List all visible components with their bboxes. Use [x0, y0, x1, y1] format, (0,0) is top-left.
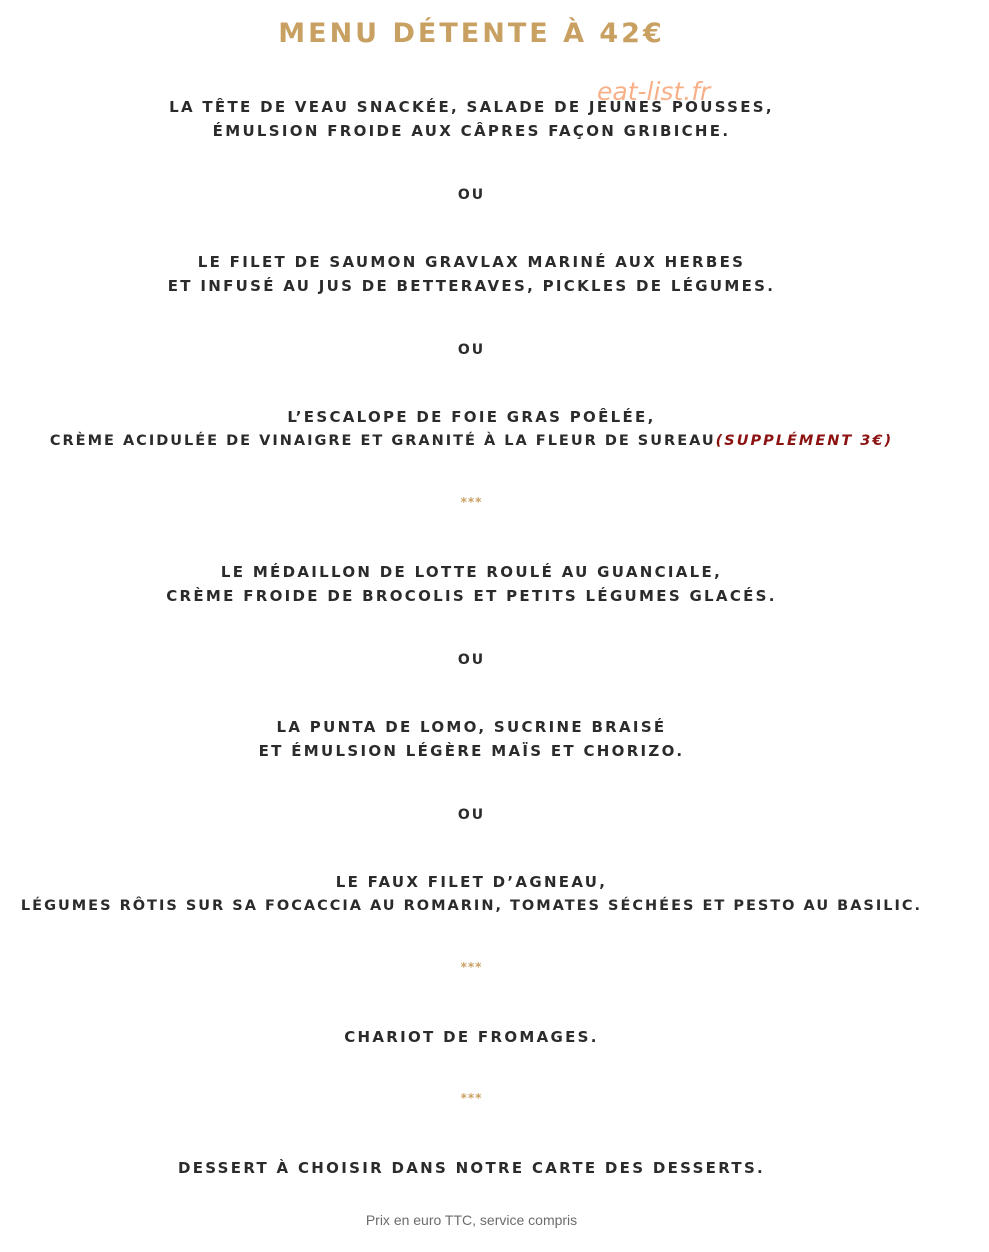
section-separator-stars: *** — [460, 495, 483, 509]
price-footer: Prix en euro TTC, service compris — [365, 1212, 578, 1228]
dessert-line: DESSERT À CHOISIR DANS NOTRE CARTE DES DESSERTS. — [177, 1159, 766, 1177]
section-separator-stars: *** — [460, 960, 483, 974]
entree-3-line-2-text: CRÈME ACIDULÉE DE VINAIGRE ET GRANITÉ À LA FLEUR DE SUREAU — [49, 433, 716, 449]
watermark: eat-list.fr — [597, 77, 711, 106]
separator-ou: OU — [457, 342, 486, 358]
plat-3-line-1: LE FAUX FILET D’AGNEAU, — [335, 873, 608, 891]
entree-2-line-2: ET INFUSÉ AU JUS DE BETTERAVES, PICKLES DE LÉGUMES. — [167, 277, 776, 295]
entree-3-line-1: L’ESCALOPE DE FOIE GRAS POÊLÉE, — [287, 408, 656, 426]
section-separator-stars: *** — [460, 1091, 483, 1105]
supplement-label: (SUPPLÉMENT 3€) — [715, 433, 894, 449]
fromage-line: CHARIOT DE FROMAGES. — [344, 1028, 599, 1046]
separator-ou: OU — [457, 652, 486, 668]
entree-1-line-1: LA TÊTE DE VEAU SNACKÉE, SALADE DE JEUNES POUSSES, — [169, 98, 774, 116]
plat-2-line-2: ET ÉMULSION LÉGÈRE MAÏS ET CHORIZO. — [258, 742, 685, 760]
separator-ou: OU — [457, 807, 486, 823]
separator-ou: OU — [457, 187, 486, 203]
plat-1-line-2: CRÈME FROIDE DE BROCOLIS ET PETITS LÉGUMES GLACÉS. — [166, 587, 777, 605]
menu-title: MENU DÉTENTE À 42€ — [278, 18, 665, 49]
entree-3-line-2 — [0, 429, 943, 453]
plat-1-line-1: LE MÉDAILLON DE LOTTE ROULÉ AU GUANCIALE, — [220, 563, 723, 581]
plat-2-line-1: LA PUNTA DE LOMO, SUCRINE BRAISÉ — [276, 718, 667, 736]
plat-3-line-2: LÉGUMES RÔTIS SUR SA FOCACCIA AU ROMARIN, TOMATES SÉCHÉES ET PESTO AU BASILIC. — [20, 898, 923, 914]
entree-1-line-2: ÉMULSION FROIDE AUX CÂPRES FAÇON GRIBICHE. — [212, 122, 731, 140]
entree-2-line-1: LE FILET DE SAUMON GRAVLAX MARINÉ AUX HERBES — [197, 253, 746, 271]
